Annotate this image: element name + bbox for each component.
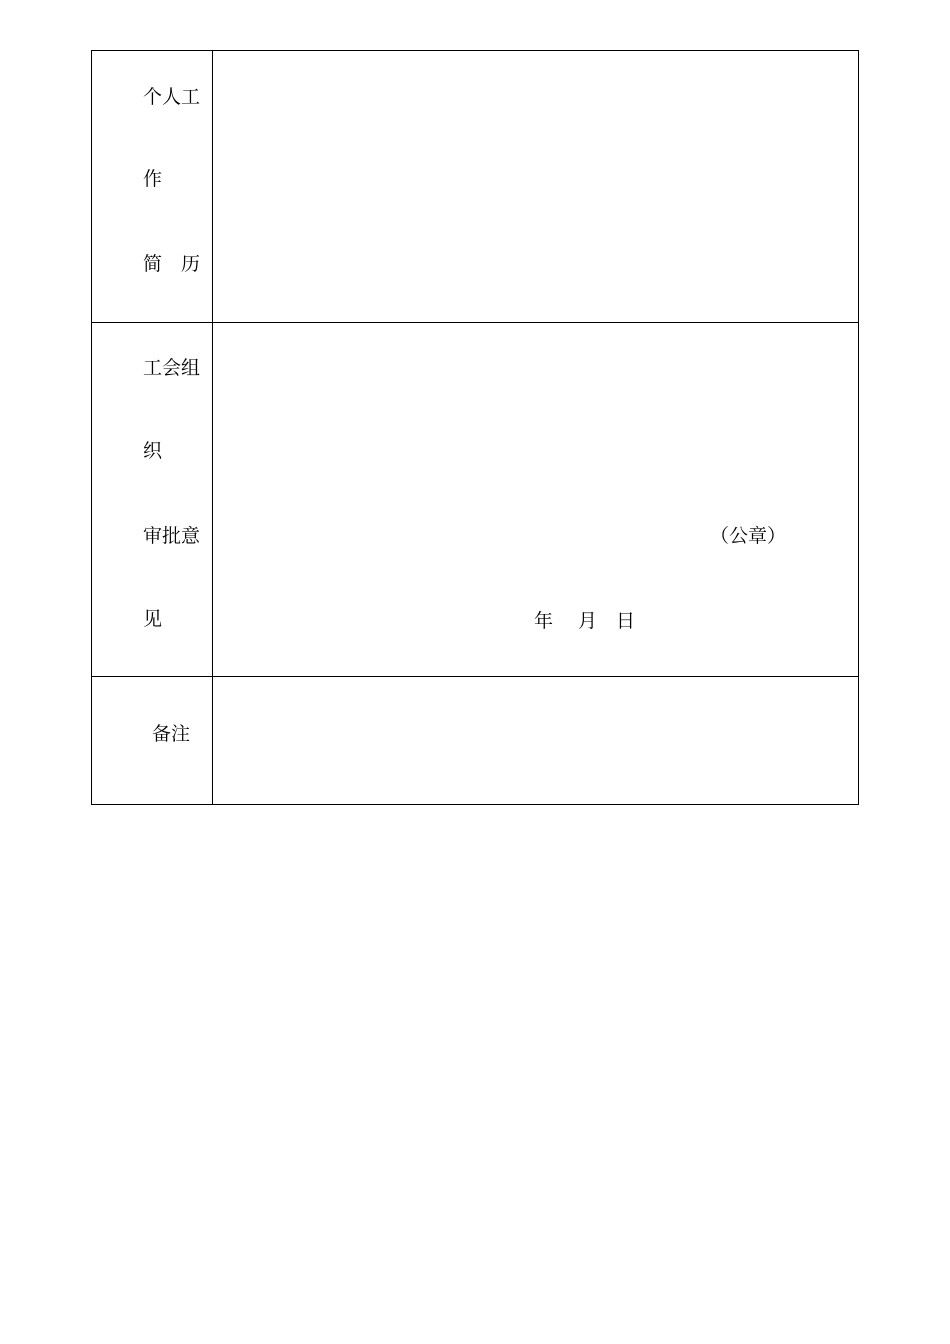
registration-form-table	[91, 50, 859, 805]
remarks-label-cell	[92, 677, 213, 804]
work-history-label-cell	[92, 51, 213, 322]
union-approval-content-field[interactable]	[213, 323, 858, 676]
union-approval-label-line1: 工会组	[143, 357, 201, 379]
union-approval-label-line3: 审批意	[143, 525, 201, 547]
work-history-label-line2: 作	[143, 168, 163, 190]
union-approval-label-line4: 见	[143, 608, 163, 630]
union-approval-row	[92, 323, 858, 677]
work-history-label-line3: 简 历	[143, 253, 201, 275]
union-approval-label-line2: 织	[143, 440, 163, 462]
remarks-label: 备注	[152, 723, 191, 745]
union-approval-label-cell	[92, 323, 213, 676]
work-history-row	[92, 51, 858, 323]
remarks-row	[92, 677, 858, 804]
official-seal-text: （公章）	[710, 525, 787, 547]
approval-date-text: 年 月 日	[534, 610, 636, 632]
work-history-label-line1: 个人工	[143, 86, 201, 108]
work-history-content-field[interactable]	[213, 51, 858, 322]
remarks-content-field[interactable]	[213, 677, 858, 804]
